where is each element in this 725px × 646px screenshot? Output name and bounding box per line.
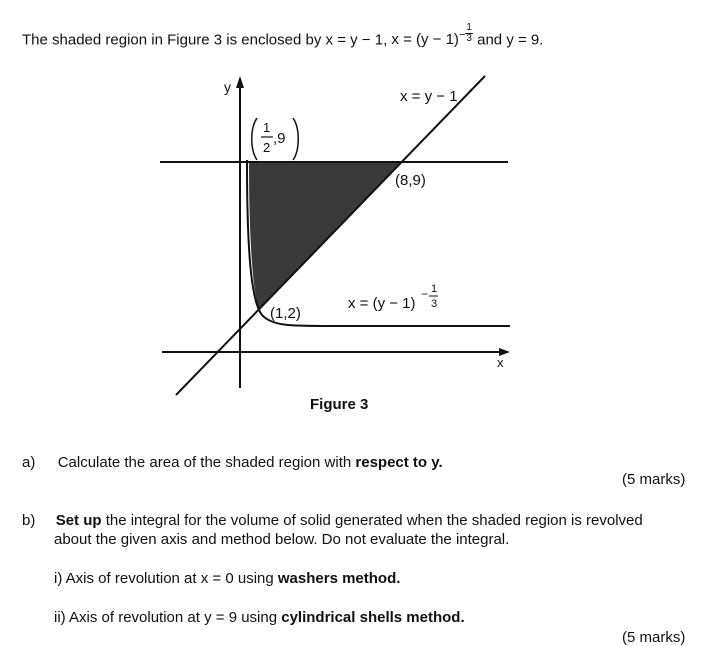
part-b-i-eq: x = 0	[200, 570, 234, 587]
part-a-marks: (5 marks)	[622, 471, 686, 488]
part-b-ii-label: ii)	[54, 609, 66, 626]
part-b-text-1: the integral for the volume of solid generated when the shaded region is revolved	[105, 512, 643, 529]
part-a	[22, 454, 443, 471]
point-label-one-two: (1,2)	[270, 305, 301, 322]
equation-horizontal: y = 9.	[506, 31, 544, 49]
svg-text:1: 1	[431, 283, 438, 295]
part-b-ii-eq: y = 9	[204, 609, 238, 626]
part-b	[22, 512, 643, 529]
part-a-text: Calculate the area of the shaded region with	[57, 454, 352, 471]
equation-curve: x = (y − 1)− $\frac{1}{3}$	[391, 22, 472, 49]
statement-text: The shaded region in Figure 3 is enclosed by	[22, 31, 322, 49]
y-axis-arrow	[236, 76, 244, 88]
part-b-ii-bold: cylindrical shells method.	[281, 609, 465, 626]
equation-line: x = y − 1,	[325, 31, 388, 49]
part-b-label: b)	[22, 512, 36, 529]
axis-y-label: y	[224, 79, 231, 95]
part-b-text-2: about the given axis and method below. Do not evaluate the integral.	[54, 531, 510, 548]
part-a-label: a)	[22, 454, 36, 471]
line-x-equals-y-minus-1	[176, 76, 485, 395]
part-b-i-label: i)	[54, 570, 63, 587]
part-b-i-using: using	[237, 570, 274, 587]
svg-text:3: 3	[431, 298, 438, 310]
part-b-i-bold: washers method.	[277, 570, 401, 587]
part-b-ii	[54, 609, 465, 626]
svg-text:2: 2	[263, 140, 271, 155]
part-b-ii-using: using	[241, 609, 278, 626]
line-label: x = y − 1	[400, 88, 458, 105]
shaded-region	[249, 162, 401, 310]
svg-text:1: 1	[263, 120, 271, 135]
svg-text:x = (y − 1): x = (y − 1)	[348, 295, 416, 312]
statement-and: and	[477, 31, 503, 49]
part-b-i-text: Axis of revolution at	[65, 570, 197, 587]
part-a-bold: respect to y.	[355, 454, 443, 471]
svg-text:,9: ,9	[273, 130, 286, 147]
part-b-ii-text: Axis of revolution at	[69, 609, 200, 626]
svg-text:−: −	[421, 287, 429, 301]
part-b-bold: Set up	[55, 512, 102, 529]
part-b-i	[54, 570, 400, 587]
part-b-marks: (5 marks)	[622, 629, 686, 646]
point-label-half-nine	[252, 118, 299, 160]
figure-caption: Figure 3	[310, 396, 369, 413]
axis-x-label: x	[497, 355, 504, 370]
point-label-eight-nine: (8,9)	[395, 172, 426, 189]
curve-label	[348, 283, 438, 312]
